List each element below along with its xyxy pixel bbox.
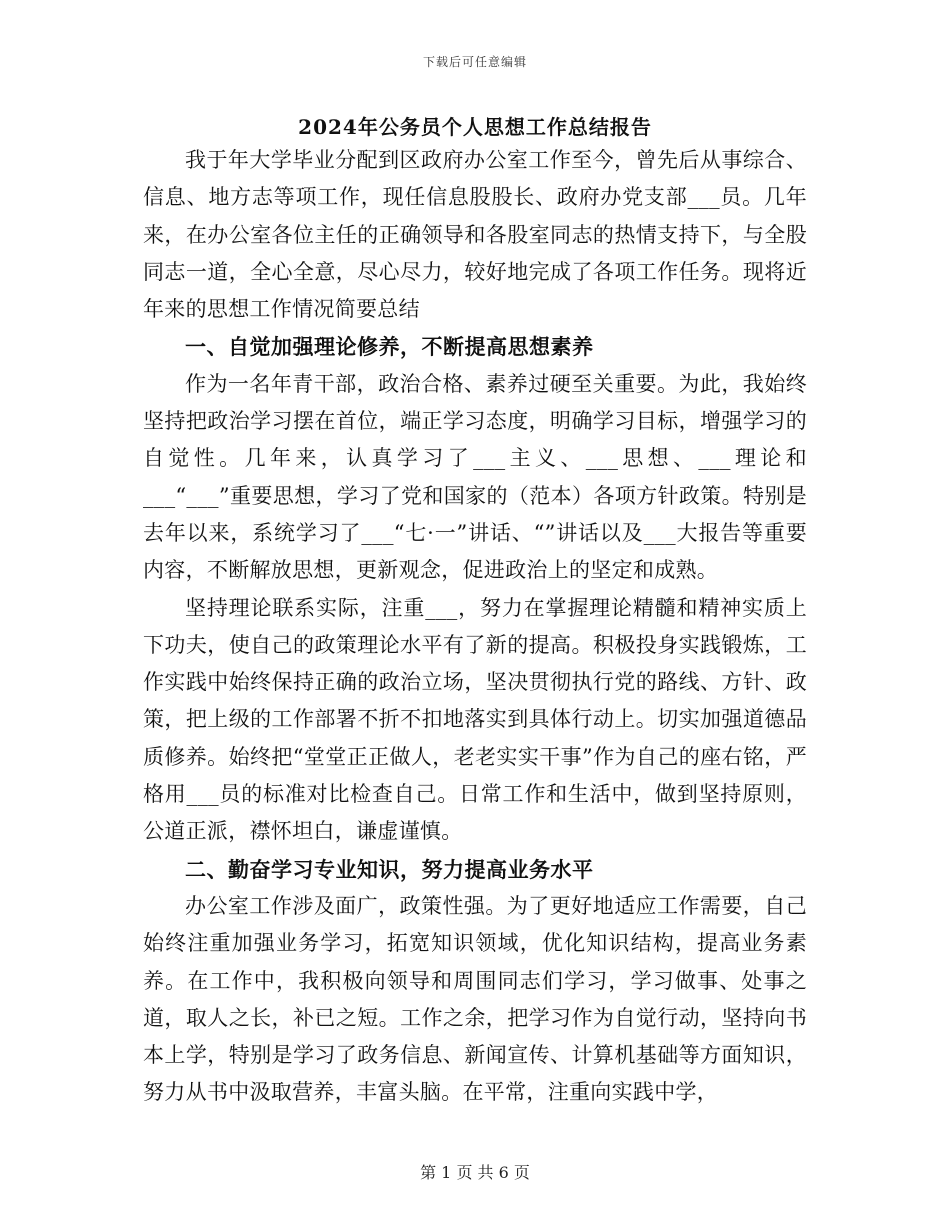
section-2-heading: 二、勤奋学习专业知识，努力提高业务水平 xyxy=(185,856,594,882)
intro-paragraph: 我于年大学毕业分配到区政府办公室工作至今，曾先后从事综合、信息、地方志等项工作，现任信息股股长、政府办党支部___员。几年来，在办公室各位主任的正确领导和各股室同志的热情支持下，与全股同志一道，全心全意，尽心尽力，较好地完成了各项工作任务。现将近年来的思想工作情况简要总结 xyxy=(143,148,807,322)
document-body xyxy=(143,112,807,1112)
document-title: 2024年公务员个人思想工作总结报告 xyxy=(298,115,652,139)
page-footer: 第 1 页 共 6 页 xyxy=(420,1163,530,1182)
section-1-heading: 一、自觉加强理论修养，不断提高思想素养 xyxy=(185,334,594,360)
section-1-paragraph-2: 坚持理论联系实际，注重___，努力在掌握理论精髓和精神实质上下功夫，使自己的政策理论水平有了新的提高。积极投身实践锻炼，工作实践中始终保持正确的政治立场，坚决贯彻执行党的路线、方针、政策，把上级的工作部署不折不扣地落实到具体行动上。切实加强道德品质修养。始终把“堂堂正正做人，老老实实干事”作为自己的座右铭，严格用___员的标准对比检查自己。日常工作和生活中，做到坚持原则，公道正派，襟怀坦白，谦虚谨慎。 xyxy=(143,595,807,844)
section-2-paragraph-1: 办公室工作涉及面广，政策性强。为了更好地适应工作需要，自己始终注重加强业务学习，拓宽知识领域，优化知识结构，提高业务素养。在工作中，我积极向领导和周围同志们学习，学习做事、处事之道，取人之长，补已之短。工作之余，把学习作为自觉行动，坚持向书本上学，特别是学习了政务信息、新闻宣传、计算机基础等方面知识，努力从书中汲取营养，丰富头脑。在平常，注重向实践中学， xyxy=(143,893,807,1105)
header-note: 下载后可任意编辑 xyxy=(422,55,527,69)
section-1-paragraph-1: 作为一名年青干部，政治合格、素养过硬至关重要。为此，我始终坚持把政治学习摆在首位，端正学习态度，明确学习目标，增强学习的自觉性。几年来，认真学习了___主义、___思想、___理论和___“___”重要思想，学习了党和国家的（范本）各项方针政策。特别是去年以来，系统学习了___“七·一”讲话、“”讲话以及___大报告等重要内容，不断解放思想，更新观念，促进政治上的坚定和成熟。 xyxy=(143,371,807,583)
